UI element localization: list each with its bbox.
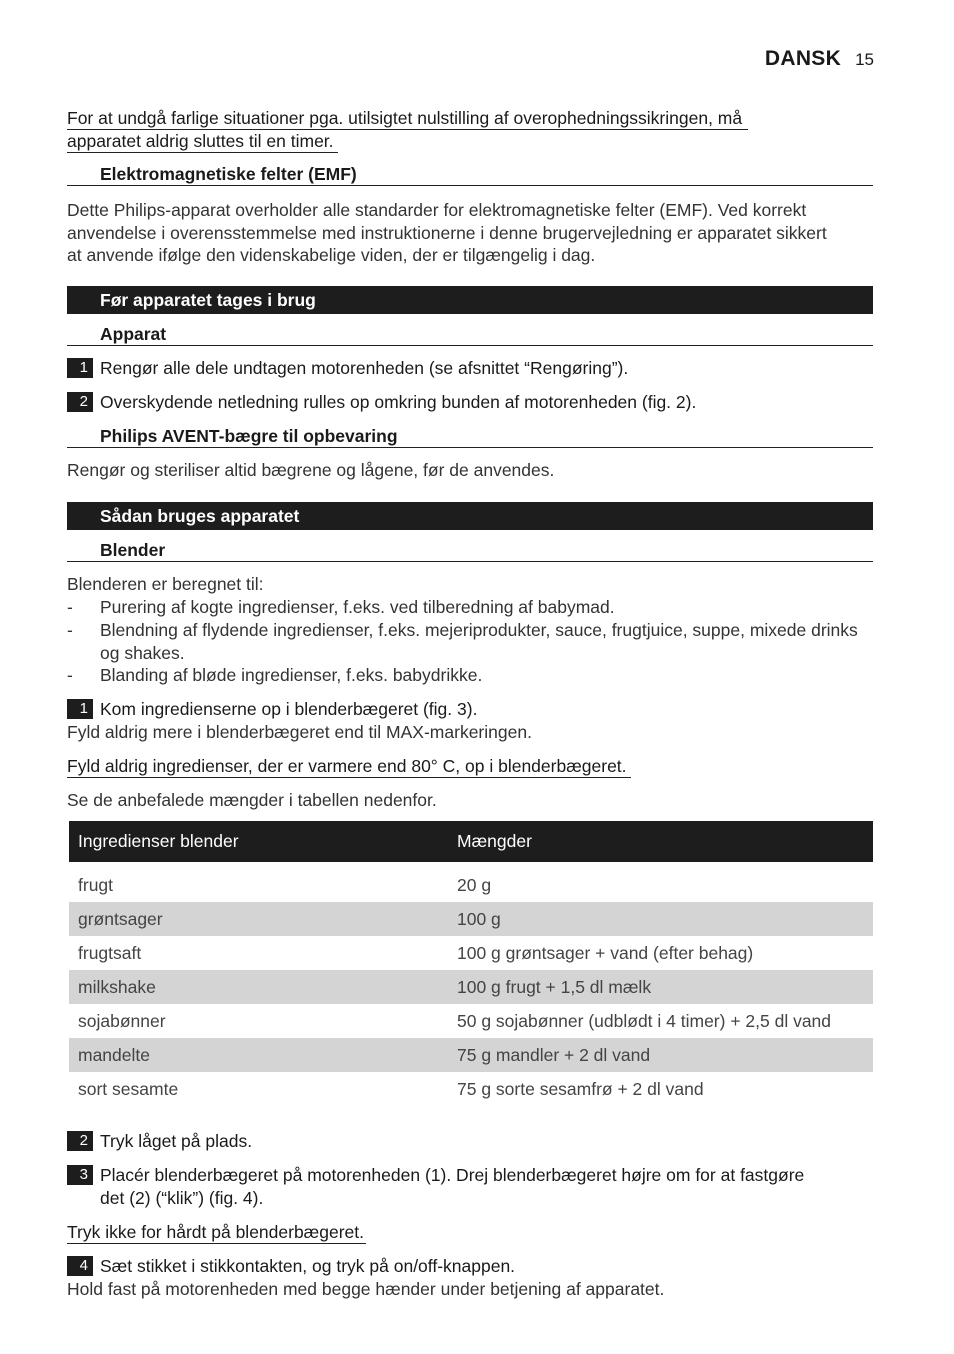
table-row xyxy=(69,1072,873,1106)
step-number-badge: 3 xyxy=(67,1165,93,1185)
step-number-badge: 1 xyxy=(67,358,93,378)
table-row xyxy=(69,902,873,936)
step-number-badge: 2 xyxy=(67,1131,93,1151)
pressure-warning xyxy=(67,1221,366,1244)
step-note: Fyld aldrig mere i blenderbægeret end til MAX-markeringen. xyxy=(67,722,532,742)
table-cell: 75 g sorte sesamfrø + 2 dl vand xyxy=(457,1078,704,1099)
list-text-line: og shakes. xyxy=(100,642,185,663)
warning-text: Tryk ikke for hårdt på blenderbægeret. xyxy=(67,1222,364,1242)
step-text: Kom ingredienserne op i blenderbægeret (fig. 3). xyxy=(100,699,478,719)
temperature-warning xyxy=(67,755,631,778)
emf-text-line: at anvende ifølge den videnskabelige viden, der er tilgængelig i dag. xyxy=(67,245,596,265)
step-text: Sæt stikket i stikkontakten, og tryk på on/off-knappen. xyxy=(100,1256,516,1276)
table-intro: Se de anbefalede mængder i tabellen nedenfor. xyxy=(67,790,437,810)
blender-heading-text: Blender xyxy=(100,540,166,560)
table-cell: 20 g xyxy=(457,874,492,895)
table-row xyxy=(69,936,873,970)
emf-text xyxy=(67,199,873,267)
list-text-line: Blendning af flydende ingredienser, f.eks. mejeriprodukter, sauce, frugtjuice, suppe, mixede drinks xyxy=(100,620,858,640)
table-cell: 100 g xyxy=(448,902,873,936)
avent-heading xyxy=(67,425,873,448)
table-cell: 100 g frugt + 1,5 dl mælk xyxy=(448,970,873,1004)
table-cell: 100 g grøntsager + vand (efter behag) xyxy=(457,942,754,963)
list-item xyxy=(67,596,873,619)
emf-heading xyxy=(67,163,873,186)
apparat-heading xyxy=(67,323,873,346)
step-text-line: Placér blenderbægeret på motorenheden (1). Drej blenderbægeret højre om for at fastgøre xyxy=(100,1165,805,1185)
avent-heading-text: Philips AVENT-bægre til opbevaring xyxy=(100,426,398,446)
warning-line: apparatet aldrig sluttes til en timer. xyxy=(67,131,338,153)
step-text: Tryk låget på plads. xyxy=(100,1131,253,1151)
list-dash: - xyxy=(67,597,73,617)
list-item xyxy=(67,619,873,664)
column-header: Ingredienser blender xyxy=(69,821,448,862)
table-cell: sort sesamte xyxy=(78,1078,179,1099)
step-item xyxy=(67,698,873,721)
step-number-badge: 1 xyxy=(67,699,93,719)
table-cell: mandelte xyxy=(69,1038,448,1072)
step-text-line: det (2) (“klik”) (fig. 4). xyxy=(100,1187,264,1208)
section-before-use xyxy=(67,286,873,314)
list-dash: - xyxy=(67,665,73,685)
emf-text-line: Dette Philips-apparat overholder alle standarder for elektromagnetiske felter (EMF). Ved korrekt xyxy=(67,200,807,220)
section-usage xyxy=(67,502,873,530)
table-cell: sojabønner xyxy=(78,1010,166,1031)
warning-line: For at undgå farlige situationer pga. utilsigtet nulstilling af overophedningssikringen, må xyxy=(67,108,748,130)
list-dash: - xyxy=(67,620,73,640)
table-cell: 75 g mandler + 2 dl vand xyxy=(448,1038,873,1072)
section-title: Sådan bruges apparatet xyxy=(100,506,300,526)
table-header-row xyxy=(69,821,873,862)
page-header xyxy=(765,47,874,71)
list-text: Blanding af bløde ingredienser, f.eks. babydrikke. xyxy=(100,665,483,685)
table-row xyxy=(69,970,873,1004)
step-item xyxy=(67,1255,873,1278)
step-item xyxy=(67,357,873,380)
avent-text: Rengør og steriliser altid bægrene og lågene, før de anvendes. xyxy=(67,460,555,480)
step-text xyxy=(100,1164,873,1209)
list-item xyxy=(67,664,873,687)
blender-heading xyxy=(67,539,873,562)
step-number-badge: 4 xyxy=(67,1256,93,1276)
table-cell: grøntsager xyxy=(69,902,448,936)
warning-text: Fyld aldrig ingredienser, der er varmere end 80° C, op i blenderbægeret. xyxy=(67,756,631,778)
table-cell: frugtsaft xyxy=(78,942,142,963)
step-text: Rengør alle dele undtagen motorenheden (se afsnittet “Rengøring”). xyxy=(100,358,629,378)
table-cell: 50 g sojabønner (udblødt i 4 timer) + 2,5 dl vand xyxy=(457,1010,832,1031)
language-label: DANSK xyxy=(764,47,842,70)
overheating-warning xyxy=(67,107,748,153)
table-row xyxy=(69,868,873,902)
emf-text-line: anvendelse i overensstemmelse med instruktionerne i denne brugervejledning er apparatet sikkert xyxy=(67,222,827,243)
list-text xyxy=(100,619,873,664)
step-text: Overskydende netledning rulles op omkring bunden af motorenheden (fig. 2). xyxy=(100,392,697,412)
step-item xyxy=(67,391,873,414)
section-title: Før apparatet tages i brug xyxy=(100,290,316,310)
table-cell: milkshake xyxy=(69,970,448,1004)
quantities-table xyxy=(69,821,873,1106)
table-cell: frugt xyxy=(78,874,114,895)
emf-heading-text: Elektromagnetiske felter (EMF) xyxy=(100,164,357,184)
table-row xyxy=(69,1038,873,1072)
step-item xyxy=(67,1164,873,1209)
blender-intro: Blenderen er beregnet til: xyxy=(67,574,264,594)
page-number: 15 xyxy=(855,50,874,69)
column-header: Mængder xyxy=(448,821,873,862)
step-number-badge: 2 xyxy=(67,392,93,412)
apparat-heading-text: Apparat xyxy=(100,324,167,344)
step-note: Hold fast på motorenheden med begge hænder under betjening af apparatet. xyxy=(67,1279,665,1299)
step-item xyxy=(67,1130,873,1153)
table-row xyxy=(69,1004,873,1038)
list-text: Purering af kogte ingredienser, f.eks. ved tilberedning af babymad. xyxy=(100,597,615,617)
